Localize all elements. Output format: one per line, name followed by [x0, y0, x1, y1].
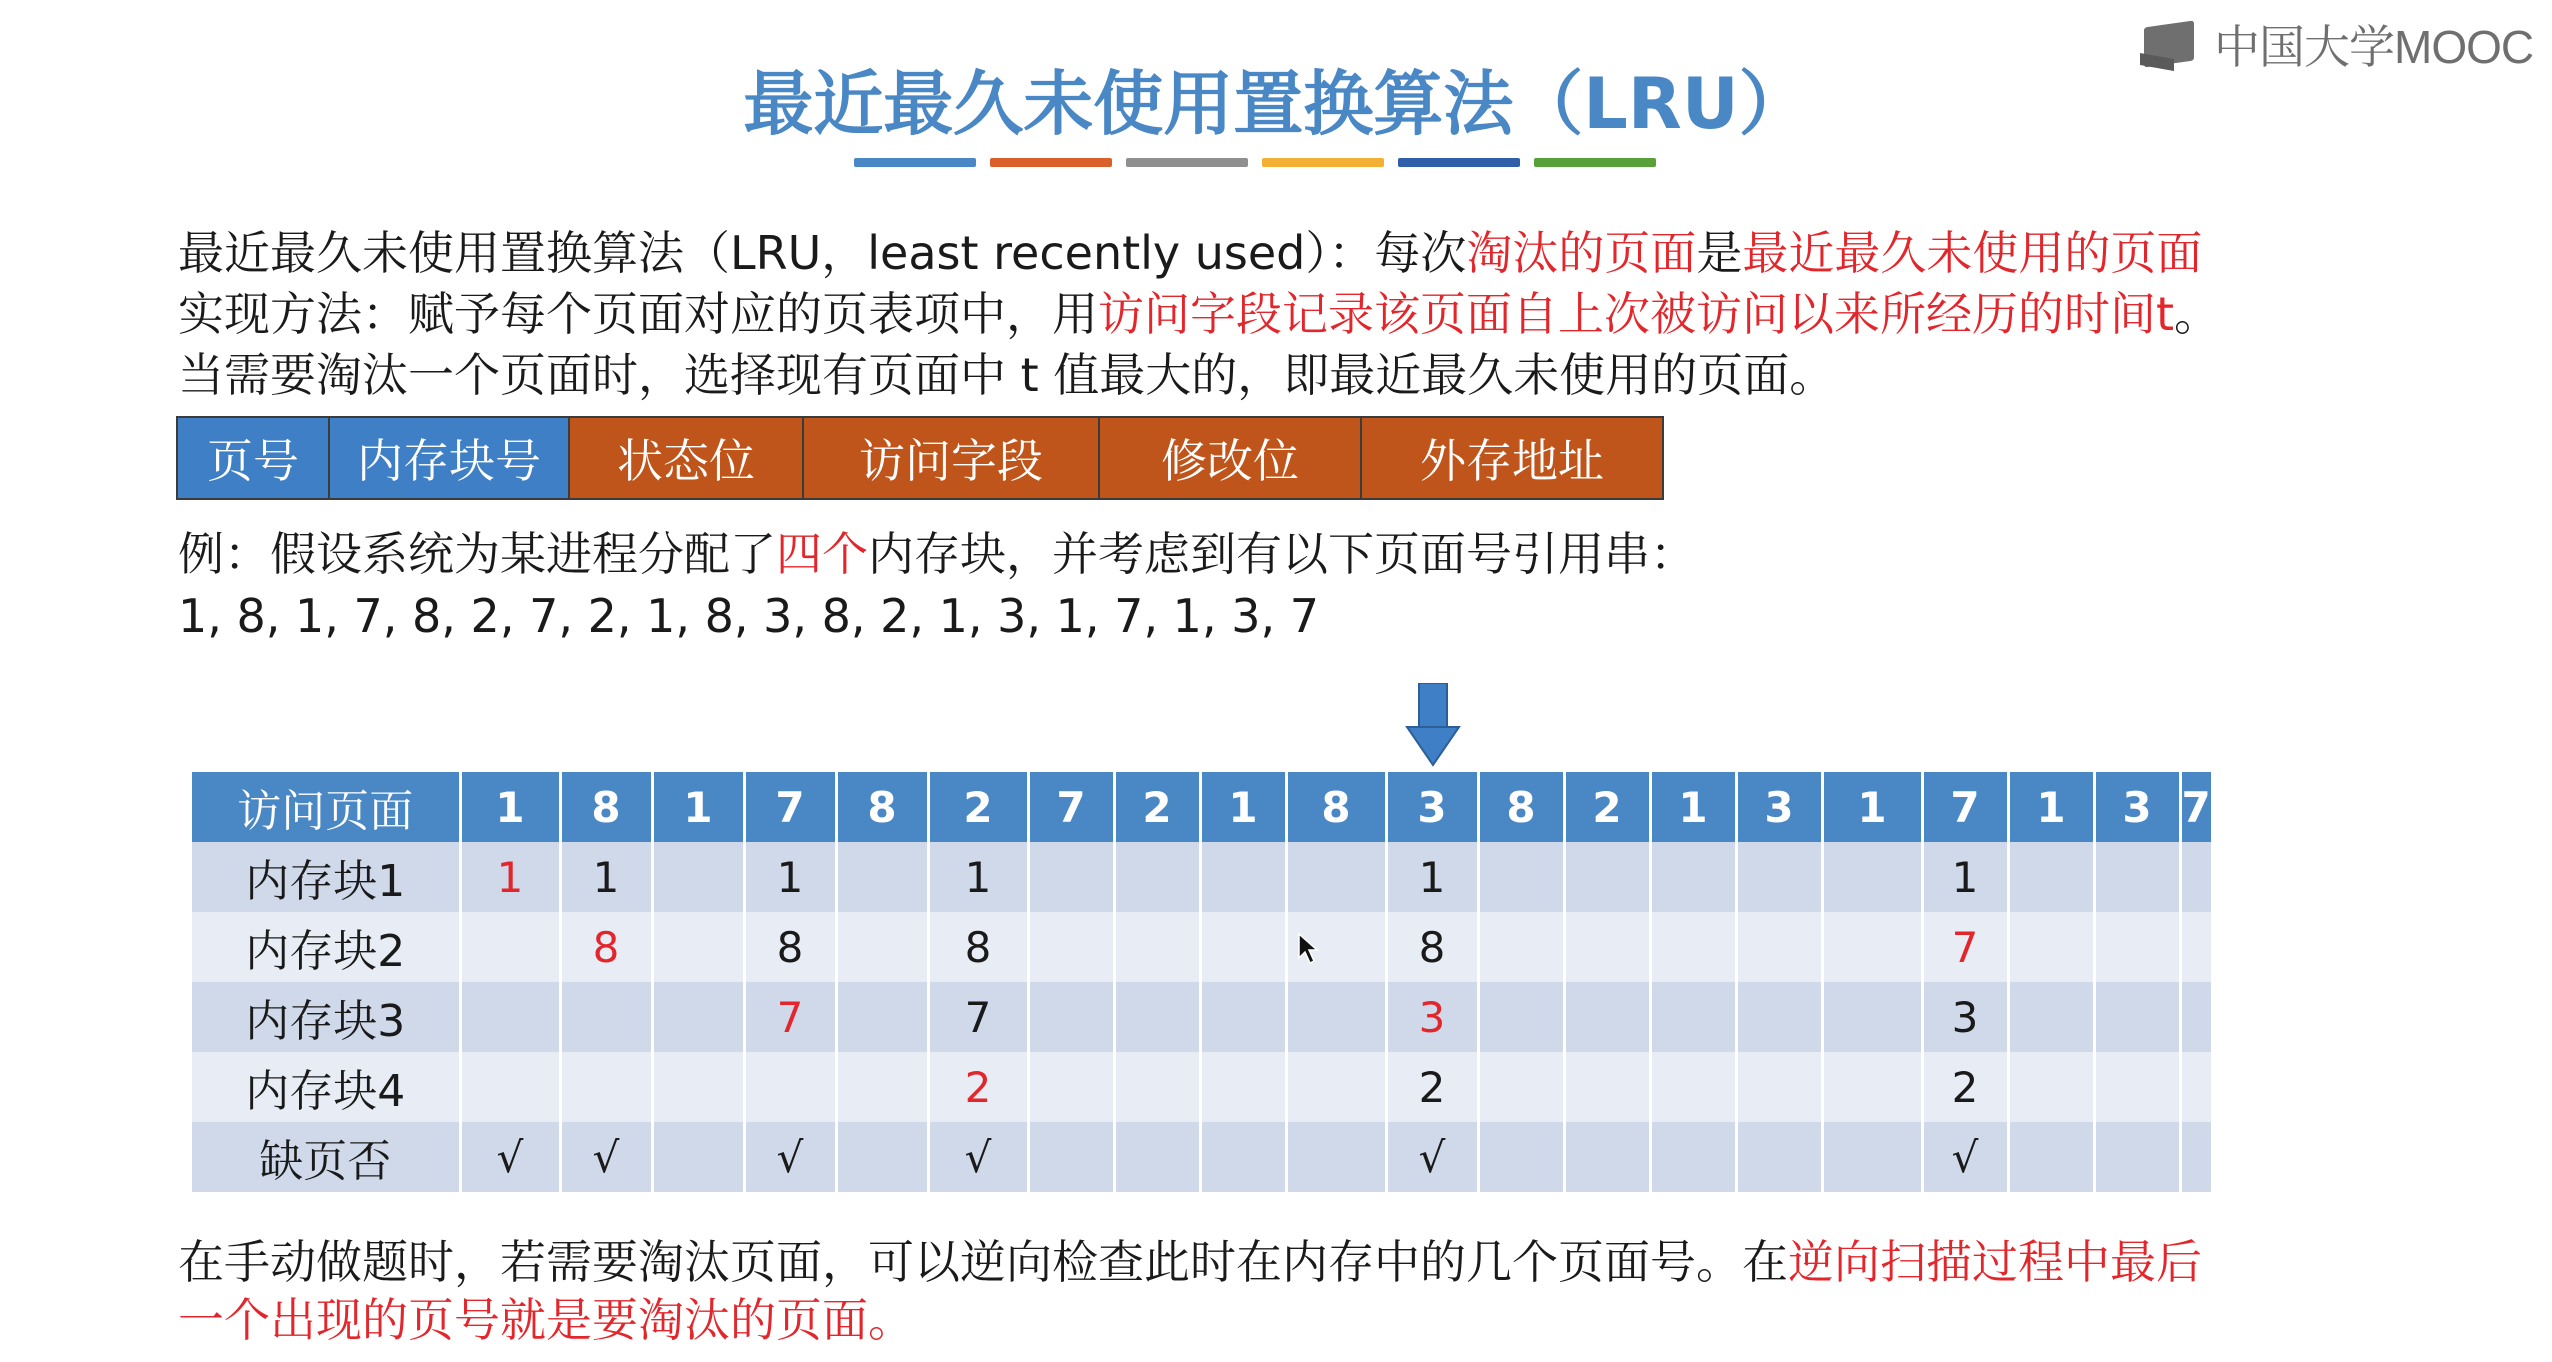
field-page-number: 页号: [178, 418, 330, 498]
table-cell: [836, 842, 928, 912]
table-cell: √: [1922, 1122, 2008, 1192]
table-cell: [1564, 842, 1650, 912]
page-reference-cell: 8: [1478, 772, 1564, 842]
table-cell: √: [560, 1122, 652, 1192]
table-cell: 1: [460, 842, 560, 912]
table-cell: [1286, 982, 1386, 1052]
definition-highlight-lru: 最近最久未使用的页面: [1742, 226, 2203, 280]
row-label: 缺页否: [192, 1122, 460, 1192]
table-cell: 2: [1386, 1052, 1478, 1122]
table-cell: [1478, 842, 1564, 912]
row-label: 内存块1: [192, 842, 460, 912]
page-reference-cell: 7: [1922, 772, 2008, 842]
title-underline-bar: [1126, 158, 1248, 167]
table-cell: [1822, 842, 1922, 912]
table-row: [192, 842, 2212, 912]
table-cell: [1200, 982, 1286, 1052]
table-cell: [1736, 842, 1822, 912]
title-underline-bar: [1398, 158, 1520, 167]
table-cell: [560, 1052, 652, 1122]
row-label: 内存块4: [192, 1052, 460, 1122]
table-cell: [1114, 842, 1200, 912]
table-cell: 7: [744, 982, 836, 1052]
table-cell: [2180, 1052, 2212, 1122]
table-cell: 8: [744, 912, 836, 982]
tip-text: 在手动做题时，若需要淘汰页面，可以逆向检查此时在内存中的几个页面号。在: [178, 1235, 1788, 1289]
example-highlight: 四个: [776, 527, 868, 581]
table-cell: 7: [1922, 912, 2008, 982]
table-row: [192, 982, 2212, 1052]
table-cell: [652, 912, 744, 982]
table-cell: [560, 982, 652, 1052]
table-cell: [2180, 1122, 2212, 1192]
table-cell: [1028, 842, 1114, 912]
example-line: [178, 524, 1696, 584]
table-cell: [1028, 1122, 1114, 1192]
table-cell: [2008, 982, 2094, 1052]
lru-simulation-table: [192, 772, 2214, 1192]
table-cell: √: [1386, 1122, 1478, 1192]
table-cell: [1564, 1122, 1650, 1192]
table-cell: 7: [928, 982, 1028, 1052]
table-cell: [1736, 982, 1822, 1052]
table-cell: 8: [928, 912, 1028, 982]
table-cell: 8: [1386, 912, 1478, 982]
table-cell: [1650, 912, 1736, 982]
page-table-entry-fields: [176, 416, 1664, 500]
table-cell: [1736, 1122, 1822, 1192]
table-cell: [652, 842, 744, 912]
table-cell: 1: [744, 842, 836, 912]
table-cell: [2008, 912, 2094, 982]
table-cell: [460, 1052, 560, 1122]
table-cell: [1822, 1052, 1922, 1122]
table-row: [192, 912, 2212, 982]
page-reference-cell: 8: [836, 772, 928, 842]
table-cell: √: [460, 1122, 560, 1192]
implementation-period: 。: [2174, 287, 2221, 341]
page-reference-cell: 8: [560, 772, 652, 842]
table-cell: [2094, 912, 2180, 982]
page-reference-cell: 1: [1200, 772, 1286, 842]
page-reference-cell: 7: [2180, 772, 2212, 842]
table-cell: [1200, 912, 1286, 982]
field-modify-bit: 修改位: [1100, 418, 1362, 498]
table-cell: [1650, 982, 1736, 1052]
table-cell: [1200, 842, 1286, 912]
title-underline-bars: [854, 158, 1656, 167]
field-status-bit: 状态位: [570, 418, 804, 498]
table-cell: [1650, 842, 1736, 912]
definition-text: 最近最久未使用置换算法（LRU，least recently used）：每次: [178, 226, 1467, 280]
page-reference-cell: 3: [1736, 772, 1822, 842]
table-cell: √: [928, 1122, 1028, 1192]
definition-line: [178, 223, 2202, 283]
table-header-label: 访问页面: [192, 772, 460, 842]
definition-connector: 是: [1696, 226, 1743, 280]
table-cell: [1028, 982, 1114, 1052]
table-cell: 1: [1922, 842, 2008, 912]
table-cell: [836, 982, 928, 1052]
page-reference-cell: 1: [652, 772, 744, 842]
table-cell: [1822, 912, 1922, 982]
table-cell: 8: [560, 912, 652, 982]
row-label: 内存块2: [192, 912, 460, 982]
table-cell: [1028, 912, 1114, 982]
table-cell: [1028, 1052, 1114, 1122]
table-cell: [2094, 1122, 2180, 1192]
table-cell: [1822, 1122, 1922, 1192]
table-cell: [2094, 982, 2180, 1052]
page-reference-cell: 8: [1286, 772, 1386, 842]
table-cell: [836, 1122, 928, 1192]
table-cell: [1114, 982, 1200, 1052]
table-cell: [836, 912, 928, 982]
table-cell: [2094, 842, 2180, 912]
field-access-field: 访问字段: [804, 418, 1100, 498]
mooc-logo-text: 中国大学MOOC: [2214, 21, 2534, 73]
table-cell: [1114, 912, 1200, 982]
table-cell: [836, 1052, 928, 1122]
table-header-row: [192, 772, 2212, 842]
implementation-text: 实现方法：赋予每个页面对应的页表项中，用: [178, 287, 1098, 341]
table-cell: [652, 982, 744, 1052]
table-cell: [1200, 1052, 1286, 1122]
table-cell: 1: [928, 842, 1028, 912]
table-cell: 1: [1386, 842, 1478, 912]
table-cell: [1736, 1052, 1822, 1122]
table-cell: [1650, 1052, 1736, 1122]
row-label: 内存块3: [192, 982, 460, 1052]
tip-line-1: [178, 1232, 2202, 1292]
table-cell: [1478, 1052, 1564, 1122]
reference-string: 1, 8, 1, 7, 8, 2, 7, 2, 1, 8, 3, 8, 2, 1, 3, 1, 7, 1, 3, 7: [178, 589, 1319, 643]
definition-highlight-evicted: 淘汰的页面: [1466, 226, 1697, 280]
table-cell: [1114, 1052, 1200, 1122]
page-reference-cell: 3: [2094, 772, 2180, 842]
example-text-end: 内存块，并考虑到有以下页面号引用串：: [868, 527, 1696, 581]
table-cell: [1114, 1122, 1200, 1192]
page-reference-cell: 3: [1386, 772, 1478, 842]
title-underline-bar: [990, 158, 1112, 167]
table-cell: [460, 982, 560, 1052]
table-cell: [744, 1052, 836, 1122]
field-frame-number: 内存块号: [330, 418, 570, 498]
page-reference-cell: 1: [1822, 772, 1922, 842]
mouse-cursor-icon: [1297, 932, 1319, 966]
table-cell: 2: [928, 1052, 1028, 1122]
implementation-highlight: 访问字段记录该页面自上次被访问以来所经历的时间t: [1098, 287, 2175, 341]
table-cell: [1478, 1122, 1564, 1192]
table-cell: 3: [1386, 982, 1478, 1052]
table-cell: [460, 912, 560, 982]
table-cell: 3: [1922, 982, 2008, 1052]
page-reference-cell: 1: [1650, 772, 1736, 842]
tip-highlight-1: 逆向扫描过程中最后: [1788, 1235, 2202, 1289]
table-cell: [1286, 1122, 1386, 1192]
title-underline-bar: [1262, 158, 1384, 167]
table-cell: [1650, 1122, 1736, 1192]
title-underline-bar: [1534, 158, 1656, 167]
table-row: [192, 1052, 2212, 1122]
table-cell: [2008, 1122, 2094, 1192]
table-cell: [2180, 842, 2212, 912]
table-cell: [1200, 1122, 1286, 1192]
field-swap-address: 外存地址: [1362, 418, 1662, 498]
page-reference-cell: 7: [1028, 772, 1114, 842]
page-reference-cell: 2: [1564, 772, 1650, 842]
example-text: 例：假设系统为某进程分配了: [178, 527, 776, 581]
table-cell: [1286, 842, 1386, 912]
table-cell: [1286, 1052, 1386, 1122]
table-cell: [1564, 982, 1650, 1052]
page-reference-cell: 2: [1114, 772, 1200, 842]
implementation-line: [178, 284, 2220, 344]
table-cell: [652, 1122, 744, 1192]
table-cell: [1736, 912, 1822, 982]
current-step-arrow-icon: [1405, 683, 1461, 767]
table-cell: [1564, 1052, 1650, 1122]
table-cell: √: [744, 1122, 836, 1192]
table-cell: [2180, 912, 2212, 982]
table-cell: [1564, 912, 1650, 982]
table-cell: [2180, 982, 2212, 1052]
page-reference-cell: 1: [2008, 772, 2094, 842]
table-cell: [2094, 1052, 2180, 1122]
table-cell: [1478, 912, 1564, 982]
table-cell: [1822, 982, 1922, 1052]
table-cell: [2008, 842, 2094, 912]
page-reference-cell: 1: [460, 772, 560, 842]
slide-title: 最近最久未使用置换算法（LRU）: [743, 63, 1809, 145]
table-cell: [1478, 982, 1564, 1052]
table-cell: [2008, 1052, 2094, 1122]
table-cell: 1: [560, 842, 652, 912]
selection-rule-line: 当需要淘汰一个页面时，选择现有页面中 t 值最大的，即最近最久未使用的页面。: [178, 348, 1836, 402]
table-row: [192, 1122, 2212, 1192]
page-reference-cell: 2: [928, 772, 1028, 842]
page-reference-cell: 7: [744, 772, 836, 842]
tip-line-2: 一个出现的页号就是要淘汰的页面。: [178, 1293, 914, 1347]
table-cell: [652, 1052, 744, 1122]
table-cell: 2: [1922, 1052, 2008, 1122]
title-underline-bar: [854, 158, 976, 167]
